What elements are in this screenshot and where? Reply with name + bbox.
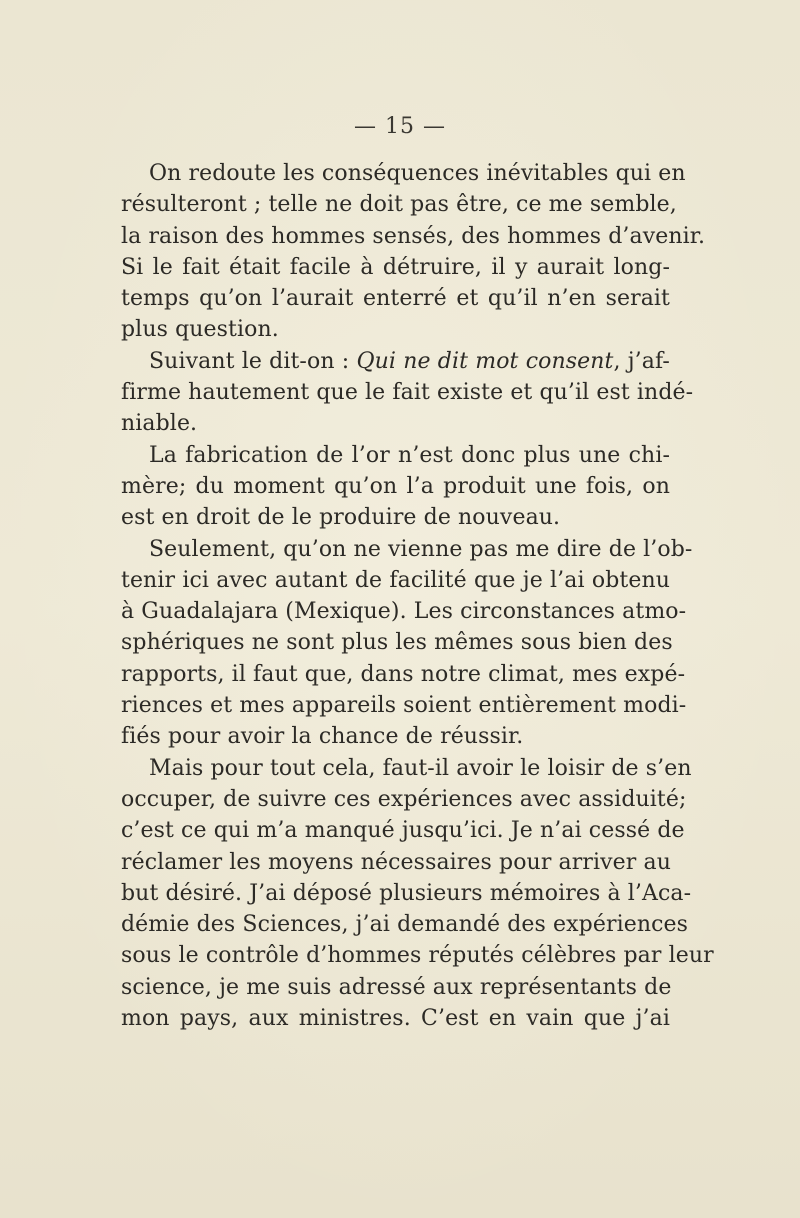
text-line: On redoute les conséquences inévitables qui en [149, 161, 686, 186]
text-line: but désiré. J’ai déposé plusieurs mémoires à l’Aca- [121, 880, 692, 906]
text-line: mon pays, aux ministres. C’est en vain que j’ai [121, 1006, 670, 1032]
text-line: est en droit de le produire de nouveau. [121, 505, 561, 531]
text-line: fiés pour avoir la chance de réussir. [121, 724, 524, 750]
text-line: sous le contrôle d’hommes réputés célèbres par leur [121, 943, 714, 969]
text-line: science, je me suis adressé aux représentants de [121, 974, 672, 1000]
text-line: Seulement, qu’on ne vienne pas me dire de l’ob- [149, 536, 693, 562]
text-line: réclamer les moyens nécessaires pour arriver au [121, 849, 671, 875]
text-line: mère; du moment qu’on l’a produit une fois, on [121, 473, 670, 499]
text-line: temps qu’on l’aurait enterré et qu’il n’en serait [121, 286, 670, 312]
text-line: riences et mes appareils soient entièrement modi- [121, 693, 687, 719]
text-line: sphériques ne sont plus les mêmes sous bien des [121, 630, 673, 656]
text-line: firme hautement que le fait existe et qu’il est indé- [121, 380, 694, 406]
text-line [121, 346, 670, 377]
text-line: démie des Sciences, j’ai demandé des expériences [121, 912, 689, 938]
text-line: niable. [121, 411, 198, 437]
text-line: résulteront ; telle ne doit pas être, ce me semble, [121, 192, 677, 218]
text-segment: , j’af- [613, 348, 670, 374]
text-line: La fabrication de l’or n’est donc plus une chi- [149, 442, 670, 468]
italic-quote: Qui ne dit mot consent [356, 348, 614, 374]
page-number: — 15 — [354, 114, 446, 139]
text-line: Mais pour tout cela, faut-il avoir le loisir de s’en [149, 755, 692, 781]
text-line: Si le fait était facile à détruire, il y aurait long- [121, 254, 670, 280]
text-segment: Suivant le dit-on : [149, 348, 357, 374]
text-line: à Guadalajara (Mexique). Les circonstances atmo- [121, 599, 687, 625]
text-line: occuper, de suivre ces expériences avec assiduité; [121, 786, 687, 812]
text-line: plus question. [121, 317, 279, 343]
text-line: rapports, il faut que, dans notre climat, mes expé- [121, 661, 686, 687]
body-text [121, 158, 714, 1034]
text-line: tenir ici avec autant de facilité que je l’ai obtenu [121, 567, 670, 593]
text-line: c’est ce qui m’a manqué jusqu’ici. Je n’ai cessé de [121, 818, 685, 844]
text-line: la raison des hommes sensés, des hommes d’avenir. [121, 223, 706, 249]
